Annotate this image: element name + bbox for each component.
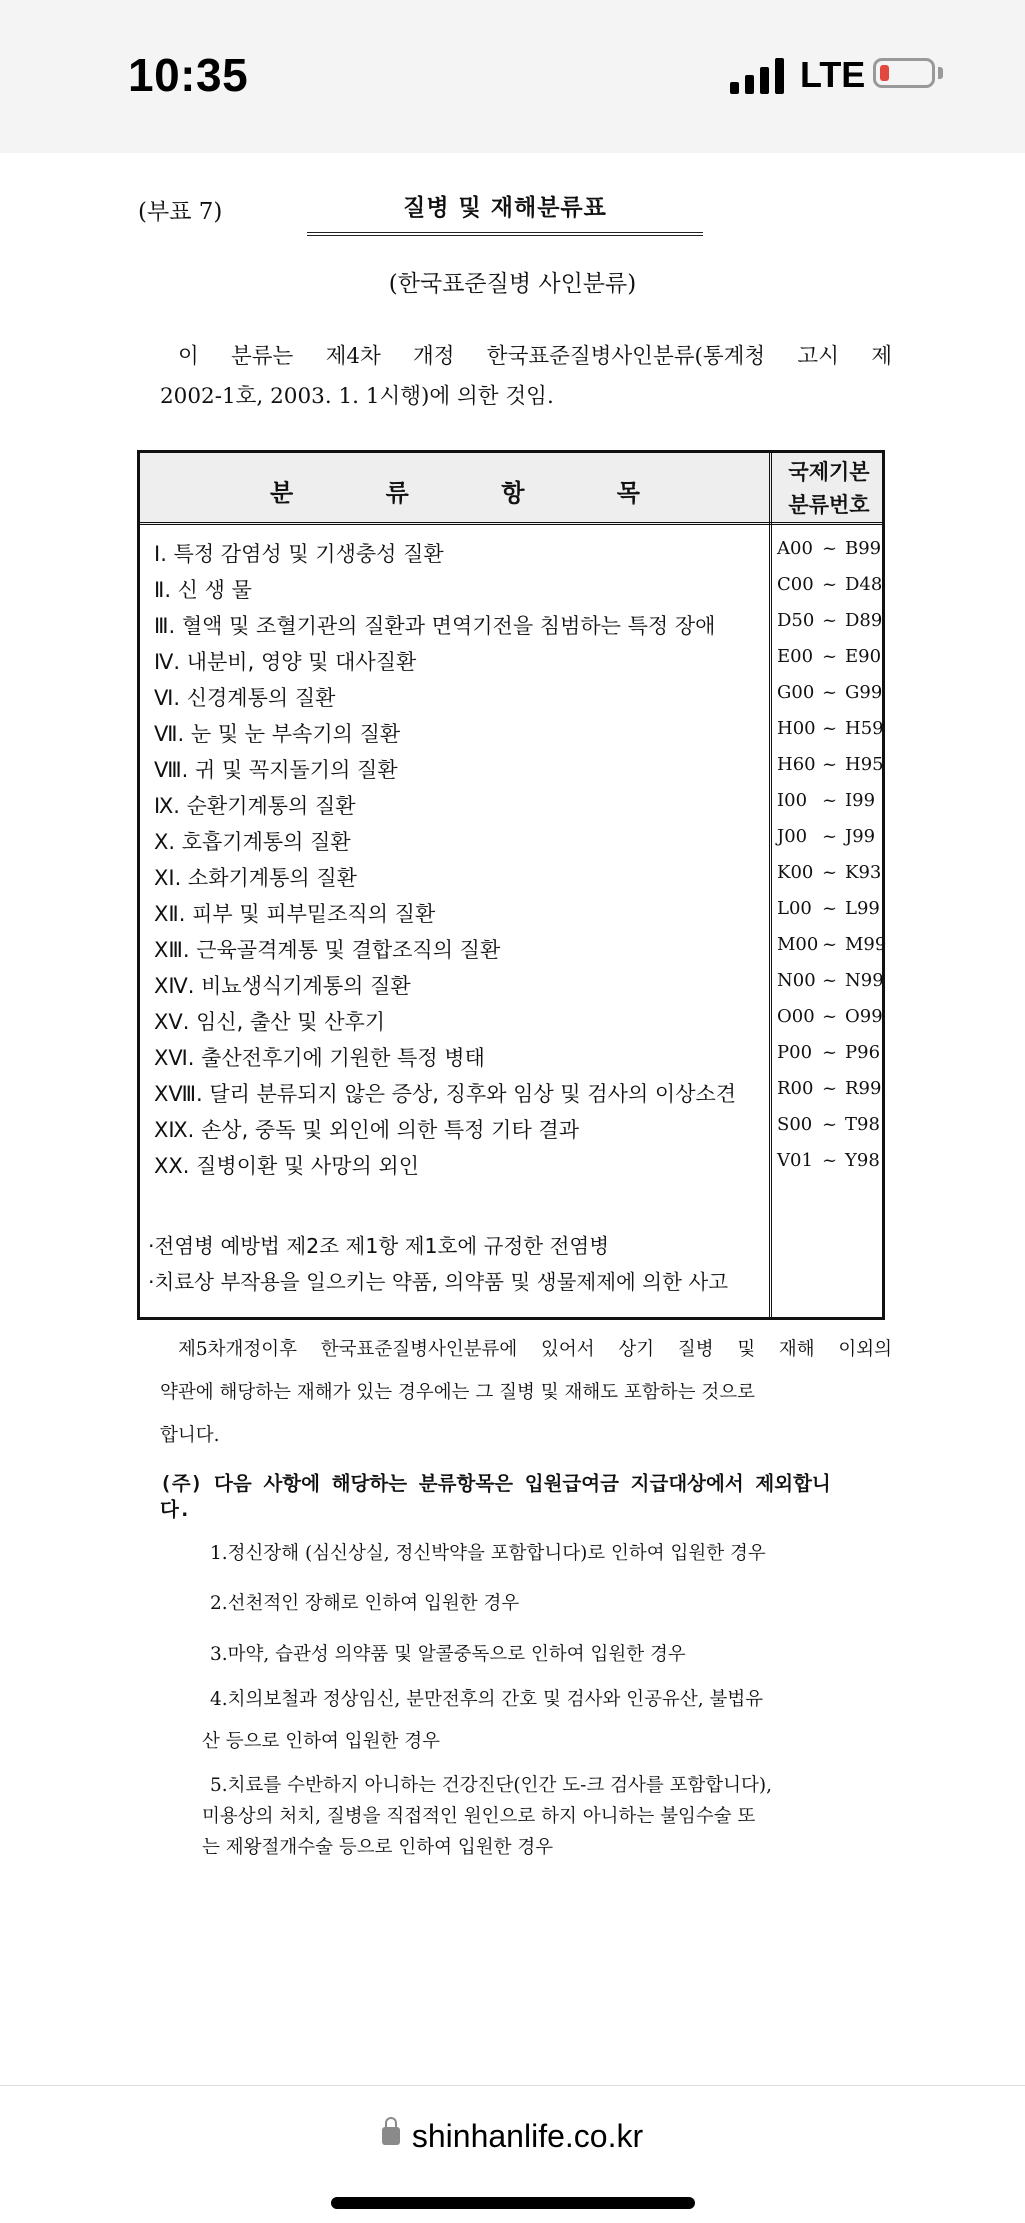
- table-row: Ⅱ. 신 생 물: [154, 578, 252, 602]
- code-range: V01 ~ Y98: [777, 1150, 880, 1171]
- list-item-continued: 미용상의 처치, 질병을 직접적인 원인으로 하지 아니하는 불임수술 또: [202, 1806, 756, 1827]
- list-item: 5.치료를 수반하지 아니하는 건강진단(인간 도-크 검사를 포함합니다),: [210, 1775, 773, 1796]
- table-row: Ⅷ. 귀 및 꼭지돌기의 질환: [154, 758, 398, 782]
- table-row: ⅩⅢ. 근육골격계통 및 결합조직의 질환: [154, 938, 501, 962]
- list-item: 2.선천적인 장해로 인하여 입원한 경우: [210, 1593, 520, 1614]
- home-indicator[interactable]: [331, 2197, 695, 2209]
- post-table-line-1: 제5차개정이후 한국표준질병사인분류에 있어서 상기 질병 및 재해 이외의: [178, 1339, 892, 1360]
- post-table-line-3: 합니다.: [160, 1425, 220, 1446]
- intro-line-2: 2002-1호, 2003. 1. 1시행)에 의한 것임.: [160, 384, 554, 409]
- code-range: J00 ~ J99: [777, 826, 876, 847]
- table-row: ⅩⅠ. 소화기계통의 질환: [154, 866, 357, 890]
- intro-line-1: 이 분류는 제4차 개정 한국표준질병사인분류(통계청 고시 제: [178, 344, 892, 369]
- code-range: O00 ~ O99: [777, 1006, 883, 1027]
- code-range: S00 ~ T98: [777, 1114, 880, 1135]
- code-range: H00 ~ H59: [777, 718, 884, 739]
- list-item: 3.마약, 습관성 의약품 및 알콜중독으로 인하여 입원한 경우: [210, 1644, 686, 1665]
- status-time: 10:35: [128, 49, 249, 101]
- code-range: L00 ~ L99: [777, 898, 880, 919]
- table-row: Ⅶ. 눈 및 눈 부속기의 질환: [154, 722, 401, 746]
- table-row: ⅩⅤ. 임신, 출산 및 산후기: [154, 1010, 386, 1034]
- document-subtitle: (한국표준질병 사인분류): [388, 271, 637, 297]
- document-title: 질병 및 재해분류표: [307, 189, 703, 236]
- list-item: 1.정신장해 (심신상실, 정신박약을 포함합니다)로 인하여 입원한 경우: [210, 1543, 766, 1564]
- list-item: 4.치의보철과 정상임신, 분만전후의 간호 및 검사와 인공유산, 불법유: [210, 1689, 764, 1710]
- status-bar: [0, 0, 1025, 153]
- table-row: ⅩⅨ. 손상, 중독 및 외인에 의한 특정 기타 결과: [154, 1118, 579, 1142]
- header-classification-items: 분 류 항 목: [270, 478, 640, 507]
- network-type: LTE: [800, 54, 866, 95]
- code-range: G00 ~ G99: [777, 682, 883, 703]
- signal-strength-icon: [730, 58, 786, 94]
- code-range: I00 ~ I99: [777, 790, 876, 811]
- post-table-paragraph: [160, 1328, 892, 1457]
- column-divider: [769, 453, 772, 1317]
- table-row: Ⅹ. 호흡기계통의 질환: [154, 830, 351, 854]
- code-range: R00 ~ R99: [777, 1078, 882, 1099]
- header-code-column: 국제기본 분류번호: [788, 460, 870, 517]
- table-row: Ⅰ. 특정 감염성 및 기생충성 질환: [154, 542, 444, 566]
- browser-bottom-bar: [0, 2085, 1025, 2223]
- code-range: N00 ~ N99: [777, 970, 884, 991]
- classification-table: [137, 450, 885, 1320]
- table-row: ⅩⅧ. 달리 분류되지 않은 증상, 징후와 임상 및 검사의 이상소견: [154, 1082, 737, 1106]
- post-table-line-2: 약관에 해당하는 재해가 있는 경우에는 그 질병 및 재해도 포함하는 것으로: [160, 1382, 755, 1403]
- list-item-continued: 는 제왕절개수술 등으로 인하여 입원한 경우: [202, 1837, 554, 1858]
- battery-icon: [873, 58, 935, 88]
- code-range: D50 ~ D89: [777, 610, 883, 631]
- url-text: shinhanlife.co.kr: [411, 2118, 644, 2154]
- table-row: Ⅸ. 순환기계통의 질환: [154, 794, 356, 818]
- note-drug-side-effects: ·치료상 부작용을 일으키는 약품, 의약품 및 생물제제에 의한 사고: [148, 1270, 729, 1294]
- table-row: ⅩⅣ. 비뇨생식기계통의 질환: [154, 974, 411, 998]
- note-epidemic: ·전염병 예방법 제2조 제1항 제1호에 규정한 전염병: [148, 1234, 609, 1258]
- battery-tip: [938, 67, 943, 79]
- appendix-label: (부표 7): [138, 199, 223, 225]
- code-range: C00 ~ D48: [777, 574, 883, 595]
- code-range: E00 ~ E90: [777, 646, 882, 667]
- intro-paragraph: [160, 337, 892, 417]
- exclusion-notice: (주) 다음 사항에 해당하는 분류항목은 입원급여금 지급대상에서 제외합니 다.: [160, 1472, 831, 1521]
- code-range: P00 ~ P96: [777, 1042, 881, 1063]
- table-row: ⅩⅥ. 출산전후기에 기원한 특정 병태: [154, 1046, 485, 1070]
- address-bar[interactable]: [0, 2118, 1025, 2155]
- table-row: ⅩⅡ. 피부 및 피부밑조직의 질환: [154, 902, 436, 926]
- table-row: Ⅵ. 신경계통의 질환: [154, 686, 336, 710]
- code-range: H60 ~ H95: [777, 754, 884, 775]
- table-row: Ⅳ. 내분비, 영양 및 대사질환: [154, 650, 417, 674]
- lock-icon: [382, 2127, 400, 2145]
- code-range: M00 ~ M99: [777, 934, 887, 955]
- code-range: K00 ~ K93: [777, 862, 882, 883]
- code-range: A00 ~ B99: [777, 538, 882, 559]
- list-item-continued: 산 등으로 인하여 입원한 경우: [202, 1731, 440, 1752]
- table-row: ⅩⅩ. 질병이환 및 사망의 외인: [154, 1154, 420, 1178]
- table-row: Ⅲ. 혈액 및 조혈기관의 질환과 면역기전을 침범하는 특정 장애: [154, 614, 716, 638]
